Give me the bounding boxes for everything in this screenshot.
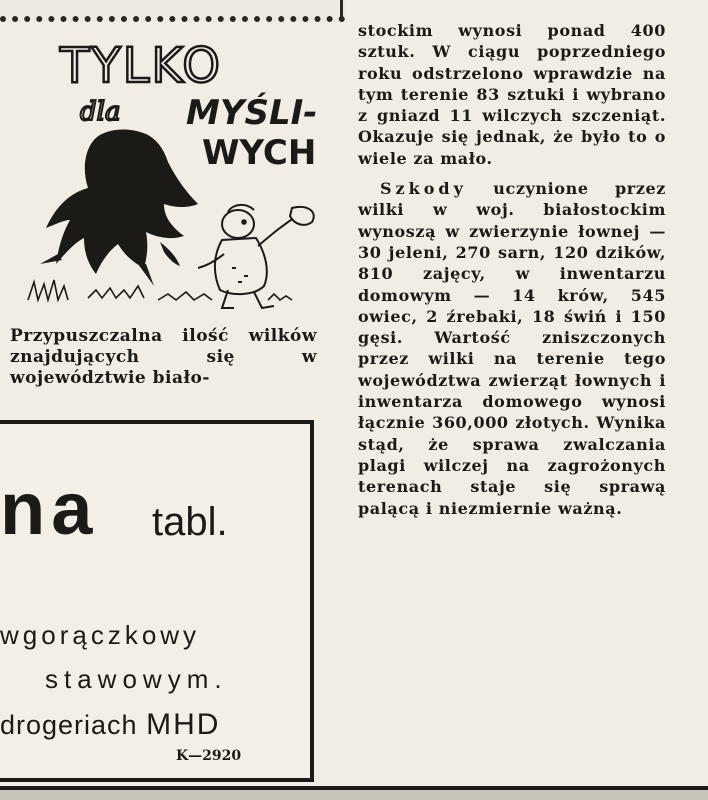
article-paragraph-2-lead: Szkody xyxy=(380,179,467,199)
ad-text-line-3 xyxy=(0,708,220,742)
wolf-figure xyxy=(40,130,198,287)
illustration-title-tylko: TYLKO xyxy=(60,38,223,94)
ad-text-line-2: stawowym. xyxy=(45,664,228,694)
ad-headline: na xyxy=(0,467,99,550)
ad-line3-prefix: drogeriach xyxy=(0,710,138,740)
ad-text-line-1: wgorączkowy xyxy=(0,620,201,650)
illustration-title-dla: dla xyxy=(80,97,121,127)
ad-tablets-label: tabl. xyxy=(152,500,228,544)
article-column xyxy=(358,20,666,528)
hunter-figure xyxy=(198,205,314,308)
bottom-margin xyxy=(0,790,708,800)
ad-code: K—2920 xyxy=(176,748,242,764)
hunters-illustration xyxy=(18,28,328,313)
column-rule-top xyxy=(340,0,343,18)
article-paragraph-2 xyxy=(358,178,666,519)
illustration-caption: Przypuszczalna ilość wilków znajdujących się w województwie biało- xyxy=(10,326,317,388)
top-border-fragment xyxy=(0,0,345,22)
article-paragraph-2-body: uczynione przez wilki w woj. białostockim wynoszą w zwierzynie łownej — 30 jeleni, 270 sarn, 120 dzików, 810 zajęcy, w inwentarzu domowym — 14 krów, 545 owiec, 2 źrebaki, 18 świń i 150 gęsi. Wartość zniszczonych przez wilki na terenie tego województwa zwierząt łownych i inwentarza domowego wynosi łącznie 360,000 złotych. Wynika stąd, że sprawa zwalczania plagi wilczej na zagrożonych terenach staje się sprawą palącą i niezmiernie ważną. xyxy=(358,179,666,518)
ad-brand: MHD xyxy=(146,708,221,741)
illustration-title-wych: WYCH xyxy=(202,133,317,173)
illustration-title-mysli: MYŚLI- xyxy=(186,93,318,133)
article-paragraph-1: stockim wynosi ponad 400 sztuk. W ciągu poprzedniego roku odstrzelono wprawdzie na tym terenie 83 sztuki i wybrano z gniazd 11 wilczych szczeniąt. Okazuje się jednak, że było to o wiele za mało. xyxy=(358,21,666,168)
